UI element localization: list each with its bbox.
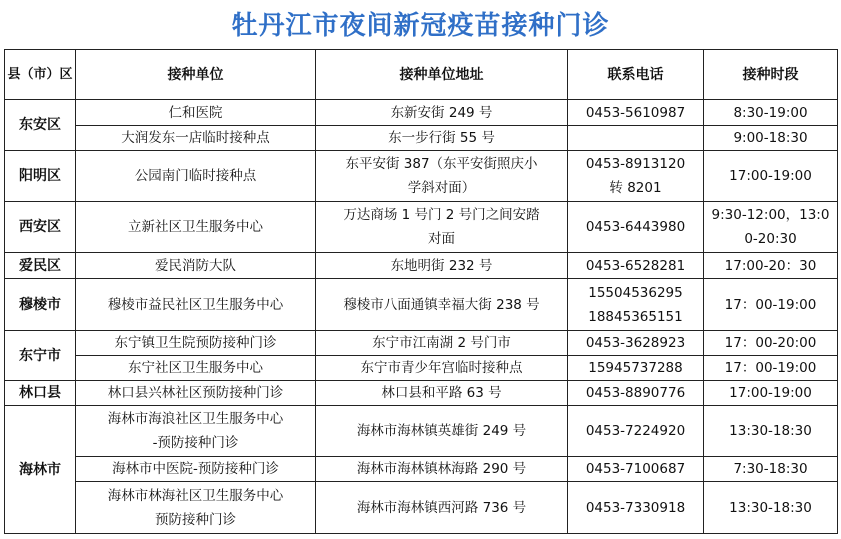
address-text: 穆棱市八面通镇幸福大街 238 号: [343, 296, 540, 313]
unit-cell: [76, 406, 316, 457]
table-header-row: [5, 50, 838, 100]
hours-cell: [704, 457, 838, 482]
header-address: 接种单位地址: [316, 50, 568, 100]
table-row: [5, 126, 838, 151]
table-row: [5, 406, 838, 457]
phone-cell: [568, 381, 704, 406]
phone-text: 0453-7330918: [585, 499, 686, 516]
table-row: [5, 331, 838, 356]
county-cell: 东宁市: [5, 331, 76, 381]
hours-text: 8:30-19:00: [733, 104, 808, 121]
unit-cell: [76, 279, 316, 331]
address-text: 东一步行街 55 号: [388, 130, 495, 146]
hours-text: 9:30-12:00，13:0 0-20:30: [711, 207, 830, 247]
unit-text: 海林市海浪社区卫生服务中心 -预防接种门诊: [107, 411, 284, 451]
hours-cell: [704, 253, 838, 279]
vaccination-clinic-table: [4, 49, 838, 534]
table-row: [5, 279, 838, 331]
address-text: 东宁市江南湖 2 号门市: [372, 335, 511, 351]
unit-text: 爱民消防大队: [155, 257, 236, 274]
table-row: [5, 202, 838, 253]
phone-cell: [568, 126, 704, 151]
table-row: [5, 151, 838, 202]
address-text: 海林市海林镇林海路 290 号: [356, 461, 527, 477]
hours-text: 9:00-18:30: [733, 130, 808, 146]
address-cell: [316, 381, 568, 406]
phone-text: 0453-5610987: [585, 104, 686, 121]
hours-text: 17：00-20:00: [724, 335, 817, 351]
unit-text: 仁和医院: [168, 104, 223, 121]
table-row: [5, 482, 838, 534]
unit-cell: [76, 253, 316, 279]
address-cell: [316, 253, 568, 279]
unit-text: 林口县兴林社区预防接种门诊: [107, 385, 284, 401]
unit-text: 海林市中医院-预防接种门诊: [112, 461, 279, 477]
county-cell: 海林市: [5, 406, 76, 534]
hours-cell: [704, 279, 838, 331]
address-text: 林口县和平路 63 号: [381, 385, 502, 401]
address-text: 海林市海林镇西河路 736 号: [356, 499, 527, 516]
address-cell: [316, 406, 568, 457]
unit-cell: [76, 482, 316, 534]
unit-cell: [76, 126, 316, 151]
phone-cell: [568, 100, 704, 126]
address-cell: [316, 151, 568, 202]
phone-text: 0453-3628923: [585, 335, 686, 351]
phone-cell: [568, 202, 704, 253]
hours-text: 17:00-20：30: [724, 257, 817, 274]
phone-text: 0453-7100687: [585, 461, 686, 477]
hours-text: 13:30-18:30: [729, 499, 812, 516]
table-row: [5, 356, 838, 381]
hours-text: 17:00-19:00: [729, 168, 812, 184]
table-body: [5, 100, 838, 534]
address-text: 东平安街 387（东平安街照庆小 学斜对面）: [345, 156, 538, 196]
unit-cell: [76, 100, 316, 126]
header-unit: 接种单位: [76, 50, 316, 100]
address-text: 海林市海林镇英雄街 249 号: [356, 423, 527, 439]
phone-cell: [568, 356, 704, 381]
table-row: [5, 100, 838, 126]
page-title: 牡丹江市夜间新冠疫苗接种门诊: [231, 10, 610, 41]
hours-text: 17：00-19:00: [724, 360, 817, 376]
phone-cell: [568, 151, 704, 202]
phone-text: 15945737288: [588, 360, 683, 376]
hours-cell: [704, 381, 838, 406]
county-cell: 爱民区: [5, 253, 76, 279]
county-cell: 阳明区: [5, 151, 76, 202]
phone-text: 15504536295 18845365151: [588, 284, 683, 325]
phone-text: 0453-8890776: [585, 385, 686, 401]
hours-cell: [704, 100, 838, 126]
phone-text: 0453-8913120 转 8201: [585, 156, 686, 196]
hours-cell: [704, 406, 838, 457]
hours-text: 13:30-18:30: [729, 423, 812, 439]
unit-text: 海林市林海社区卫生服务中心 预防接种门诊: [107, 487, 284, 528]
address-cell: [316, 331, 568, 356]
address-text: 万达商场 1 号门 2 号门之间安踏 对面: [343, 207, 540, 247]
phone-cell: [568, 253, 704, 279]
hours-cell: [704, 126, 838, 151]
header-phone: 联系电话: [568, 50, 704, 100]
unit-cell: [76, 356, 316, 381]
county-cell: 林口县: [5, 381, 76, 406]
table-row: [5, 253, 838, 279]
address-cell: [316, 482, 568, 534]
phone-cell: [568, 331, 704, 356]
unit-text: 东宁社区卫生服务中心: [128, 360, 263, 376]
hours-cell: [704, 331, 838, 356]
unit-cell: [76, 457, 316, 482]
unit-cell: [76, 202, 316, 253]
table-row: [5, 381, 838, 406]
phone-cell: [568, 406, 704, 457]
unit-cell: [76, 331, 316, 356]
unit-cell: [76, 151, 316, 202]
hours-cell: [704, 356, 838, 381]
hours-text: 7:30-18:30: [733, 461, 808, 477]
address-cell: [316, 202, 568, 253]
phone-cell: [568, 457, 704, 482]
table-row: [5, 457, 838, 482]
unit-text: 公园南门临时接种点: [134, 168, 257, 184]
county-cell: 穆棱市: [5, 279, 76, 331]
hours-cell: [704, 482, 838, 534]
county-cell: 东安区: [5, 100, 76, 151]
address-cell: [316, 100, 568, 126]
unit-text: 大润发东一店临时接种点: [121, 130, 270, 146]
phone-text: 0453-7224920: [585, 423, 686, 439]
phone-text: 0453-6528281: [585, 257, 686, 274]
phone-cell: [568, 482, 704, 534]
hours-cell: [704, 151, 838, 202]
address-cell: [316, 279, 568, 331]
unit-text: 立新社区卫生服务中心: [128, 219, 263, 235]
address-cell: [316, 457, 568, 482]
phone-cell: [568, 279, 704, 331]
header-county: 县（市）区: [5, 50, 76, 100]
phone-text: 0453-6443980: [585, 219, 686, 235]
address-cell: [316, 356, 568, 381]
unit-cell: [76, 381, 316, 406]
unit-text: 穆棱市益民社区卫生服务中心: [107, 296, 284, 313]
header-hours: 接种时段: [704, 50, 838, 100]
address-text: 东地明街 232 号: [390, 257, 493, 274]
unit-text: 东宁镇卫生院预防接种门诊: [114, 335, 277, 351]
address-text: 东新安街 249 号: [390, 104, 493, 121]
address-cell: [316, 126, 568, 151]
hours-text: 17:00-19:00: [729, 385, 812, 401]
hours-text: 17：00-19:00: [724, 296, 817, 313]
hours-cell: [704, 202, 838, 253]
address-text: 东宁市青少年宫临时接种点: [360, 360, 523, 376]
county-cell: 西安区: [5, 202, 76, 253]
